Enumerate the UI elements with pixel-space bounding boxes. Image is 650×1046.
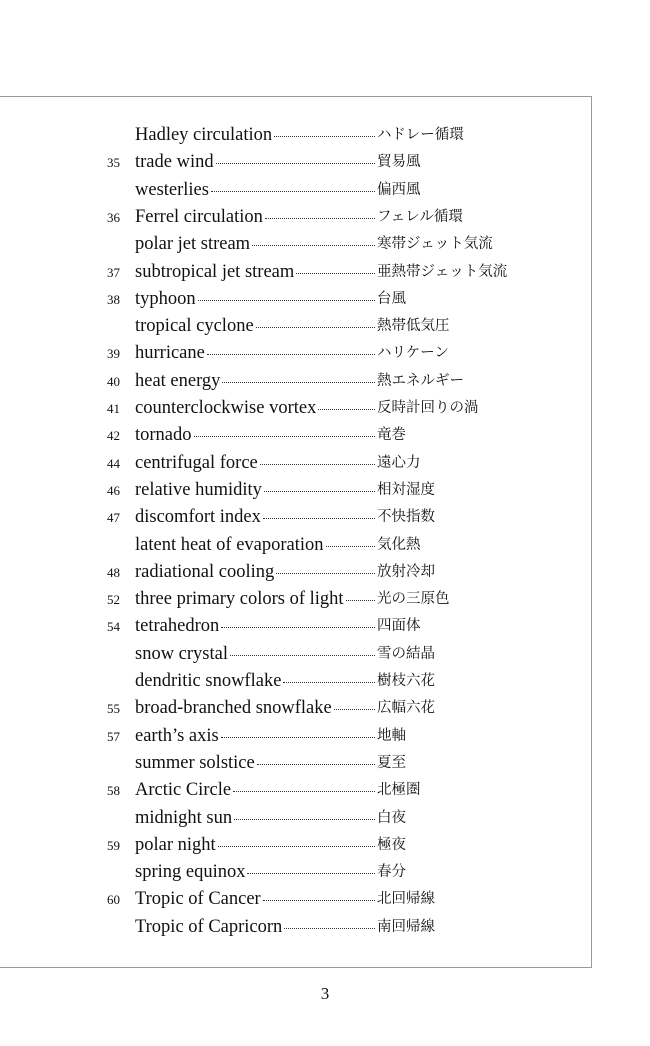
glossary-entry: [0, 750, 600, 777]
entry-term-line: [135, 259, 375, 286]
dot-leader: [247, 872, 375, 874]
entry-english-term: relative humidity: [135, 479, 262, 500]
dot-leader: [252, 244, 375, 246]
glossary-entry: [0, 177, 600, 204]
dot-leader: [234, 818, 375, 820]
entry-page-number: 38: [107, 291, 120, 307]
entry-english-term: tropical cyclone: [135, 316, 254, 337]
entry-japanese-term: 極夜: [377, 836, 406, 853]
glossary-entry: [0, 613, 600, 640]
entry-japanese-term: 台風: [377, 290, 406, 307]
glossary-entry: [0, 504, 600, 531]
entry-english-term: Tropic of Capricorn: [135, 916, 283, 937]
entry-page-number: 54: [107, 619, 120, 635]
entry-english-term: heat energy: [135, 370, 221, 391]
entry-english-term: counterclockwise vortex: [135, 398, 317, 418]
entry-page-number: 37: [107, 264, 120, 280]
entry-japanese-term: 白夜: [377, 809, 406, 826]
entry-english-term: latent heat of evaporation: [135, 534, 324, 555]
glossary-entry: [0, 313, 600, 340]
dot-leader: [221, 626, 375, 628]
entry-english-term: three primary colors of light: [135, 589, 344, 610]
dot-leader: [211, 190, 375, 192]
entry-english-term: radiational cooling: [135, 561, 275, 582]
entry-term-line: [135, 695, 375, 722]
entry-japanese-term: 地軸: [377, 727, 406, 744]
glossary-entry: [0, 340, 600, 367]
dot-leader: [265, 217, 375, 219]
entry-term-line: [135, 450, 375, 477]
dot-leader: [334, 708, 375, 710]
glossary-entry: [0, 149, 600, 176]
entry-term-line: [135, 805, 375, 832]
glossary-entry: [0, 723, 600, 750]
entry-english-term: subtropical jet stream: [135, 261, 295, 282]
entry-japanese-term: 反時計回りの渦: [377, 400, 479, 416]
entry-term-line: [135, 886, 375, 913]
entry-english-term: earth’s axis: [135, 725, 219, 746]
dot-leader: [260, 463, 375, 465]
glossary-entry: [0, 586, 600, 613]
entry-term-line: [135, 313, 375, 340]
entry-english-term: typhoon: [135, 288, 196, 309]
dot-leader: [276, 572, 375, 574]
entry-term-line: [135, 668, 375, 695]
dot-leader: [274, 135, 375, 137]
entry-term-line: [135, 777, 375, 804]
entry-english-term: tornado: [135, 425, 192, 446]
entry-english-term: tetrahedron: [135, 616, 220, 637]
entry-japanese-term: 不快指数: [377, 509, 435, 526]
entry-term-line: [135, 340, 375, 367]
entry-page-number: 40: [107, 373, 120, 389]
entry-term-line: [135, 559, 375, 586]
glossary-entry: [0, 668, 600, 695]
glossary-entry: [0, 368, 600, 395]
entry-japanese-term: 南回帰線: [377, 918, 435, 935]
dot-leader: [221, 736, 375, 738]
entry-japanese-term: 熱帯低気圧: [377, 318, 450, 335]
entry-page-number: 55: [107, 701, 120, 717]
entry-term-line: [135, 641, 375, 668]
entry-english-term: polar jet stream: [135, 234, 251, 255]
entry-english-term: Ferrel circulation: [135, 206, 263, 227]
glossary-entry: [0, 695, 600, 722]
entry-japanese-term: 広幅六花: [377, 700, 435, 717]
entry-english-term: broad-branched snowflake: [135, 698, 332, 719]
entry-japanese-term: 竜巻: [377, 427, 406, 444]
entry-english-term: dendritic snowflake: [135, 671, 282, 691]
entry-page-number: 36: [107, 209, 120, 225]
glossary-entry: [0, 395, 600, 422]
entry-japanese-term: 北回帰線: [377, 891, 435, 908]
entry-term-line: [135, 723, 375, 750]
entry-japanese-term: 夏至: [377, 754, 406, 771]
dot-leader: [257, 763, 375, 765]
entry-page-number: 52: [107, 592, 120, 608]
dot-leader: [283, 681, 375, 683]
dot-leader: [256, 326, 375, 328]
entry-term-line: [135, 914, 375, 941]
dot-leader: [296, 272, 375, 274]
entry-japanese-term: ハドレー循環: [377, 127, 464, 143]
entry-japanese-term: 雪の結晶: [377, 645, 435, 662]
entry-english-term: discomfort index: [135, 507, 261, 528]
dot-leader: [284, 927, 375, 929]
entry-term-line: [135, 504, 375, 531]
glossary-entry: [0, 477, 600, 504]
glossary-entry: [0, 532, 600, 559]
glossary-entry: [0, 886, 600, 913]
entry-english-term: midnight sun: [135, 807, 233, 828]
entry-term-line: [135, 149, 375, 176]
entry-japanese-term: 樹枝六花: [377, 673, 435, 689]
dot-leader: [263, 899, 375, 901]
dot-leader: [318, 408, 375, 410]
entry-term-line: [135, 122, 375, 149]
entry-english-term: Tropic of Cancer: [135, 889, 261, 910]
entry-japanese-term: 亜熱帯ジェット気流: [377, 263, 508, 280]
dot-leader: [230, 654, 375, 656]
entry-japanese-term: 偏西風: [377, 181, 421, 198]
dot-leader: [222, 381, 375, 383]
dot-leader: [207, 353, 375, 355]
entry-term-line: [135, 286, 375, 313]
glossary-entry: [0, 559, 600, 586]
entry-english-term: spring equinox: [135, 862, 246, 883]
glossary-entry: [0, 204, 600, 231]
entry-english-term: Hadley circulation: [135, 125, 273, 145]
entry-english-term: westerlies: [135, 179, 209, 200]
entry-page-number: 48: [107, 564, 120, 580]
glossary-entry: [0, 259, 600, 286]
entry-japanese-term: ハリケーン: [377, 345, 449, 362]
entry-japanese-term: 光の三原色: [377, 591, 450, 608]
entry-term-line: [135, 395, 375, 422]
glossary-entry: [0, 832, 600, 859]
glossary-entry: [0, 286, 600, 313]
entry-term-line: [135, 832, 375, 859]
entry-page-number: 44: [107, 455, 120, 471]
dot-leader: [264, 490, 375, 492]
dot-leader: [198, 299, 375, 301]
entry-term-line: [135, 532, 375, 559]
entry-japanese-term: 四面体: [377, 618, 421, 635]
entry-term-line: [135, 613, 375, 640]
entry-page-number: 59: [107, 837, 120, 853]
entry-term-line: [135, 204, 375, 231]
entry-term-line: [135, 231, 375, 258]
entry-japanese-term: 貿易風: [377, 154, 421, 171]
dot-leader: [263, 517, 375, 519]
glossary-entry: [0, 777, 600, 804]
entry-term-line: [135, 859, 375, 886]
entry-japanese-term: 熱エネルギー: [377, 372, 464, 389]
dot-leader: [233, 790, 375, 792]
entry-term-line: [135, 477, 375, 504]
glossary-entry: [0, 422, 600, 449]
entry-english-term: centrifugal force: [135, 452, 258, 473]
entry-term-line: [135, 177, 375, 204]
glossary-entry: [0, 641, 600, 668]
entry-japanese-term: 寒帯ジェット気流: [377, 236, 493, 253]
entry-english-term: snow crystal: [135, 643, 228, 664]
entry-japanese-term: 相対湿度: [377, 481, 435, 498]
entry-japanese-term: 春分: [377, 864, 406, 881]
dot-leader: [218, 845, 375, 847]
entry-english-term: Arctic Circle: [135, 780, 232, 801]
entry-page-number: 60: [107, 892, 120, 908]
glossary-entry: [0, 859, 600, 886]
entry-term-line: [135, 750, 375, 777]
entry-english-term: trade wind: [135, 152, 214, 173]
entry-page-number: 42: [107, 428, 120, 444]
entry-english-term: summer solstice: [135, 752, 255, 773]
glossary-entry: [0, 231, 600, 258]
entry-japanese-term: フェレル循環: [377, 208, 463, 225]
entry-page-number: 39: [107, 346, 120, 362]
entry-japanese-term: 気化熱: [377, 536, 421, 553]
glossary-entry: [0, 450, 600, 477]
dot-leader: [194, 435, 375, 437]
entry-page-number: 58: [107, 783, 120, 799]
entry-term-line: [135, 422, 375, 449]
glossary-entry: [0, 805, 600, 832]
dot-leader: [346, 599, 375, 601]
entry-japanese-term: 北極圏: [377, 782, 421, 799]
entry-page-number: 41: [107, 401, 120, 416]
entry-term-line: [135, 368, 375, 395]
entry-page-number: 46: [107, 482, 120, 498]
dot-leader: [216, 162, 375, 164]
dot-leader: [326, 545, 375, 547]
entry-page-number: 47: [107, 510, 120, 526]
entry-page-number: 57: [107, 728, 120, 744]
glossary-entry: [0, 914, 600, 941]
entry-english-term: hurricane: [135, 343, 205, 364]
entry-japanese-term: 遠心力: [377, 454, 421, 471]
entry-term-line: [135, 586, 375, 613]
entry-japanese-term: 放射冷却: [377, 563, 435, 580]
entry-english-term: polar night: [135, 834, 216, 855]
page-number: 3: [320, 984, 330, 1003]
glossary-entry: [0, 122, 600, 149]
entry-page-number: 35: [107, 155, 120, 171]
